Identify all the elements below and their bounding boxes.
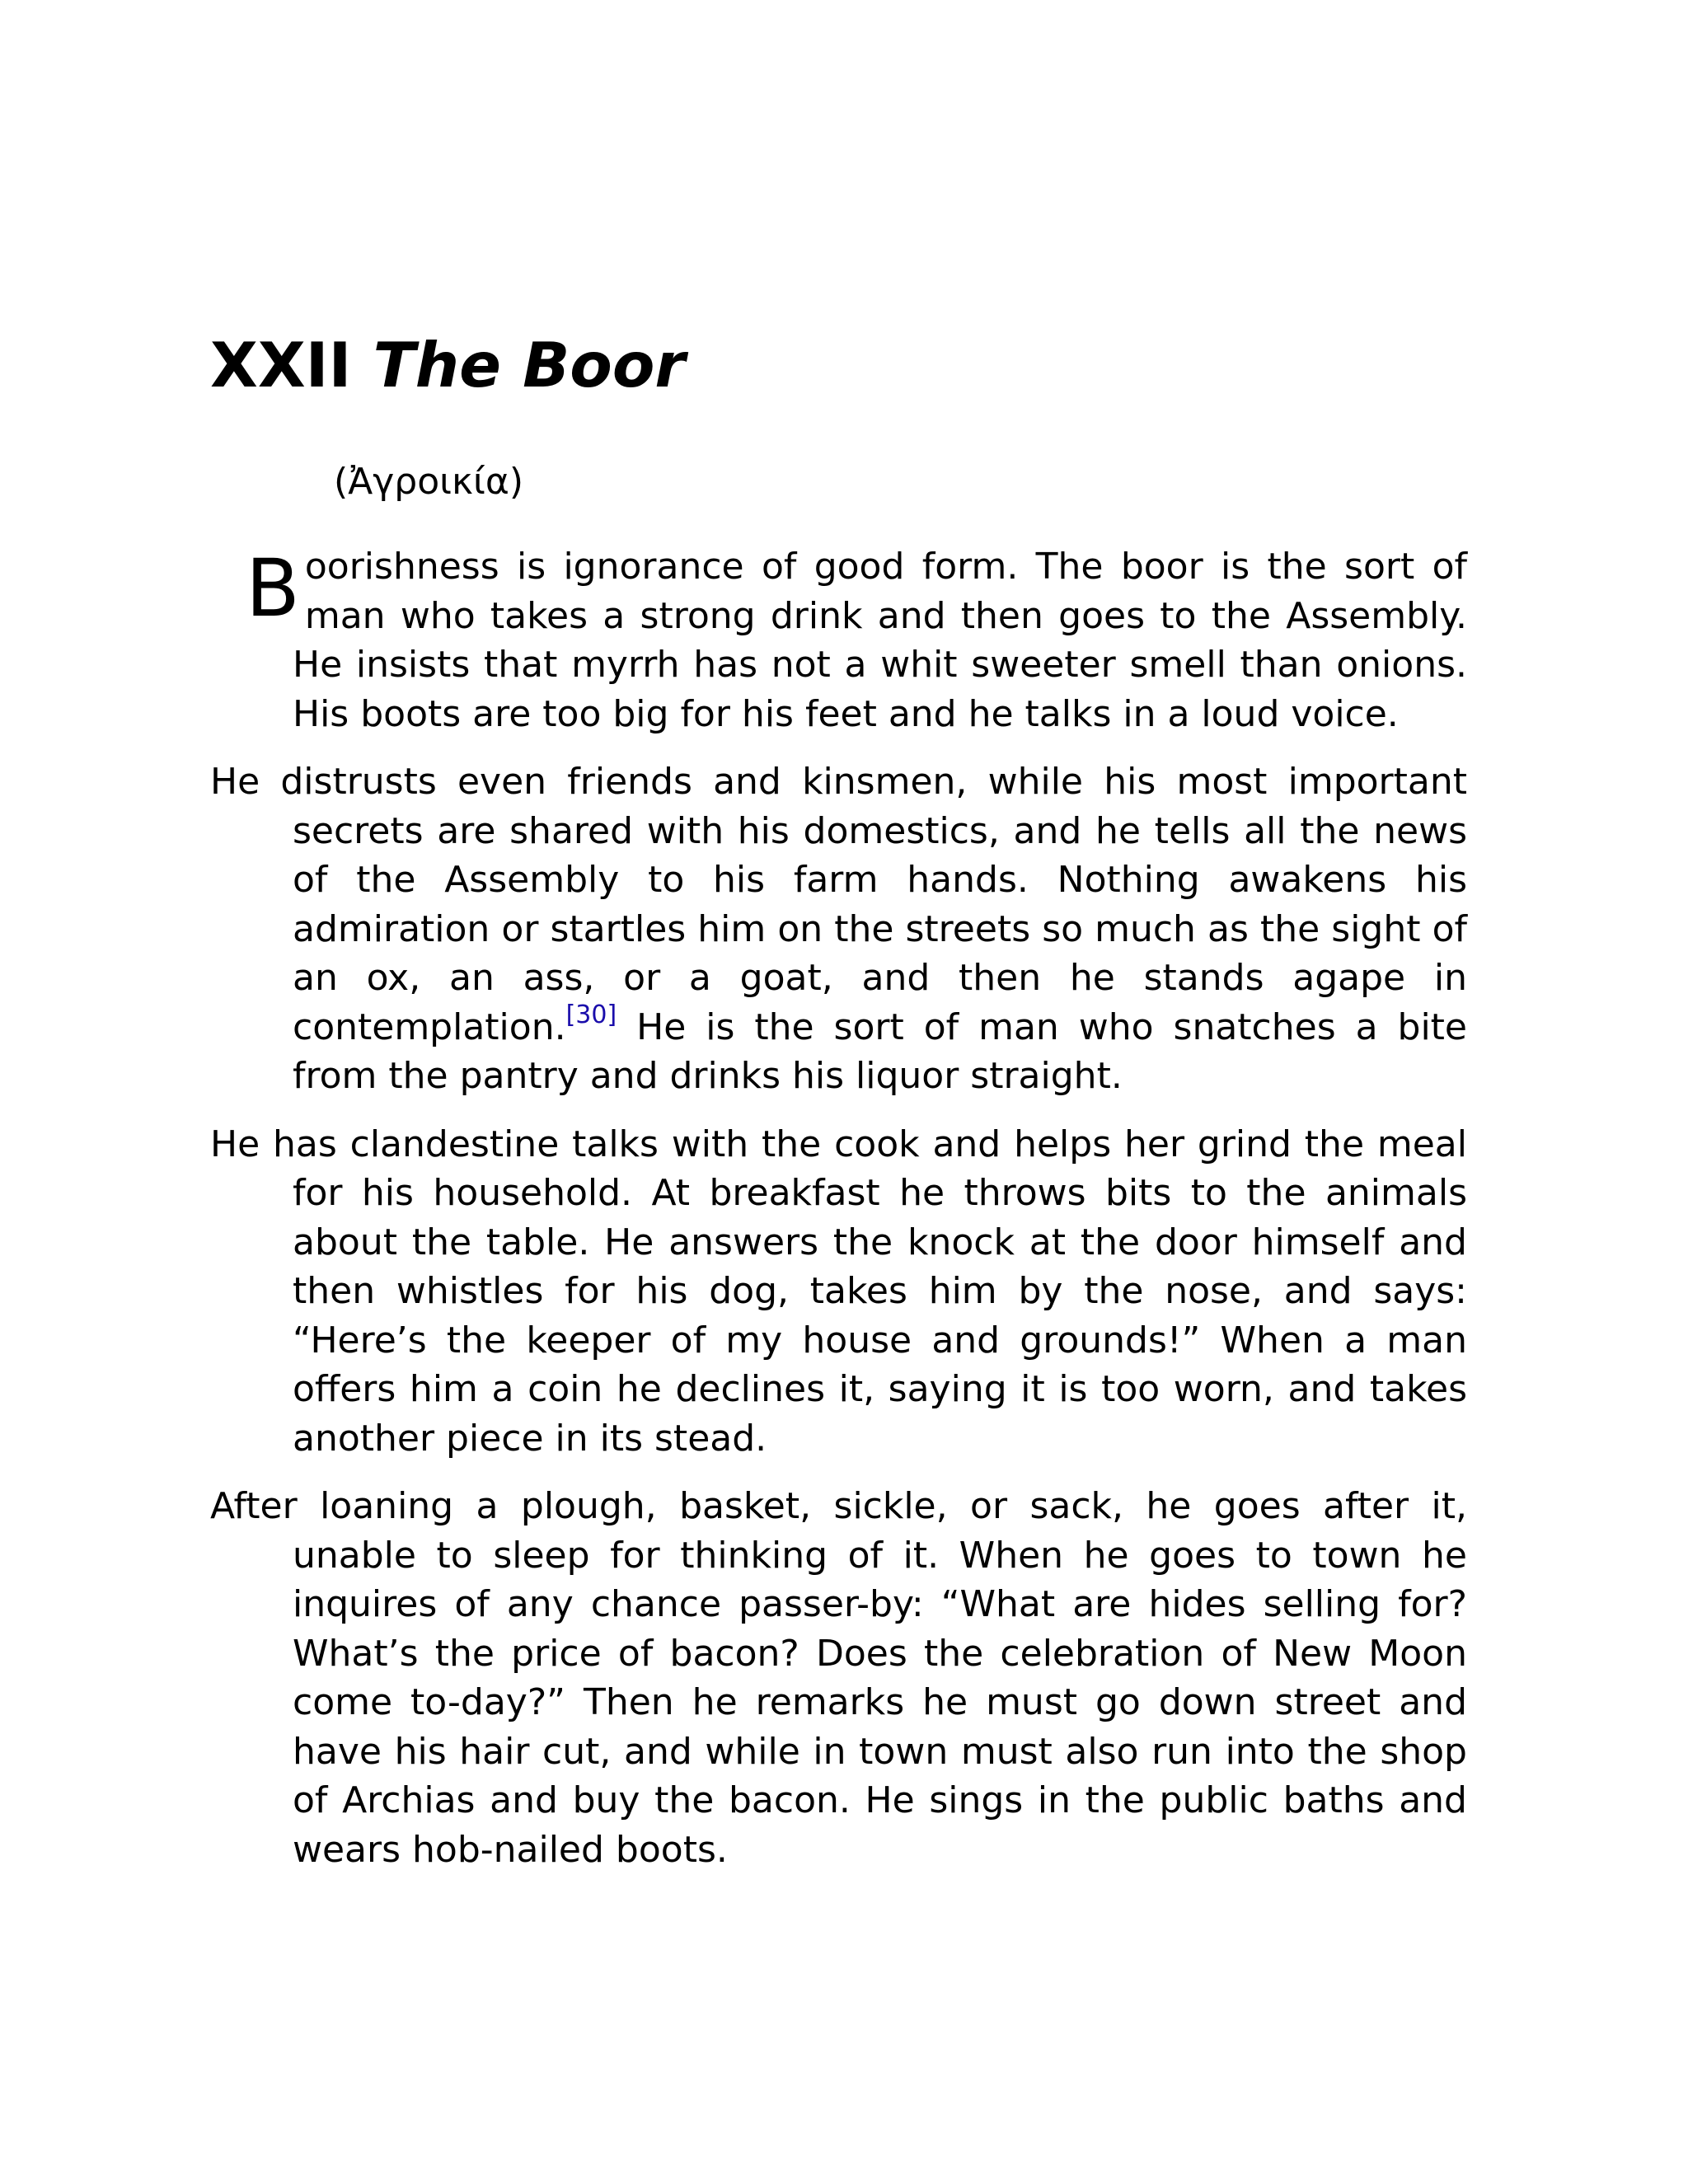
chapter-number: XXII [210,329,352,401]
paragraph-1-rest: He insists that myrrh has not a whit sweeter smell than onions. His boots are too big for his feet and he talks in a loud voice. [293,644,1467,735]
chapter-name: The Boor [373,329,686,401]
paragraph-3: He has clandestine talks with the cook and helps her grind the meal for his household. At breakfast he throws bits to the animals about the table. He answers the knock at the door himself and then whistles for his dog, takes him by the nose, and says: “Here’s the keeper of my house and grounds!” When a man offers him a coin he declines it, saying it is too worn, and takes another piece in its stead. [210,1122,1467,1460]
footnote-link-30[interactable]: [30] [565,1000,617,1029]
chapter-body [210,542,1467,1874]
greek-subtitle: (Ἀγροικία) [334,461,524,503]
paragraph-1-lead: oorishness is ignorance of good form. The boor is the sort of man who takes a strong drink and then goes to the Assembly. [304,546,1467,637]
drop-cap: B [246,542,300,635]
paragraph-2-text-after: He is the sort of man who snatches a bite from the pantry and drinks his liquor straight. [293,1005,1467,1097]
paragraph-2-text-before: He distrusts even friends and kinsmen, while his most important secrets are shared with his domestics, and he tells all the news of the Assembly to his farm hands. Nothing awakens his admiration or startles him on the streets so much as the sight of an ox, an ass, or a goat, and then he stands agape in contemplation. [210,761,1467,1048]
paragraph-2 [210,757,1467,1101]
paragraph-4: After loaning a plough, basket, sickle, or sack, he goes after it, unable to sleep for thinking of it. When he goes to town he inquires of any chance passer-by: “What are hides selling for? What’s the price of bacon? Does the celebration of New Moon come to-day?” Then he remarks he must go down street and have his hair cut, and while in town must also run into the shop of Archias and buy the bacon. He sings in the public baths and wears hob-nailed boots. [210,1485,1467,1871]
chapter-title [210,320,1467,410]
page-content [210,320,1467,1893]
paragraph-1 [210,542,1467,738]
